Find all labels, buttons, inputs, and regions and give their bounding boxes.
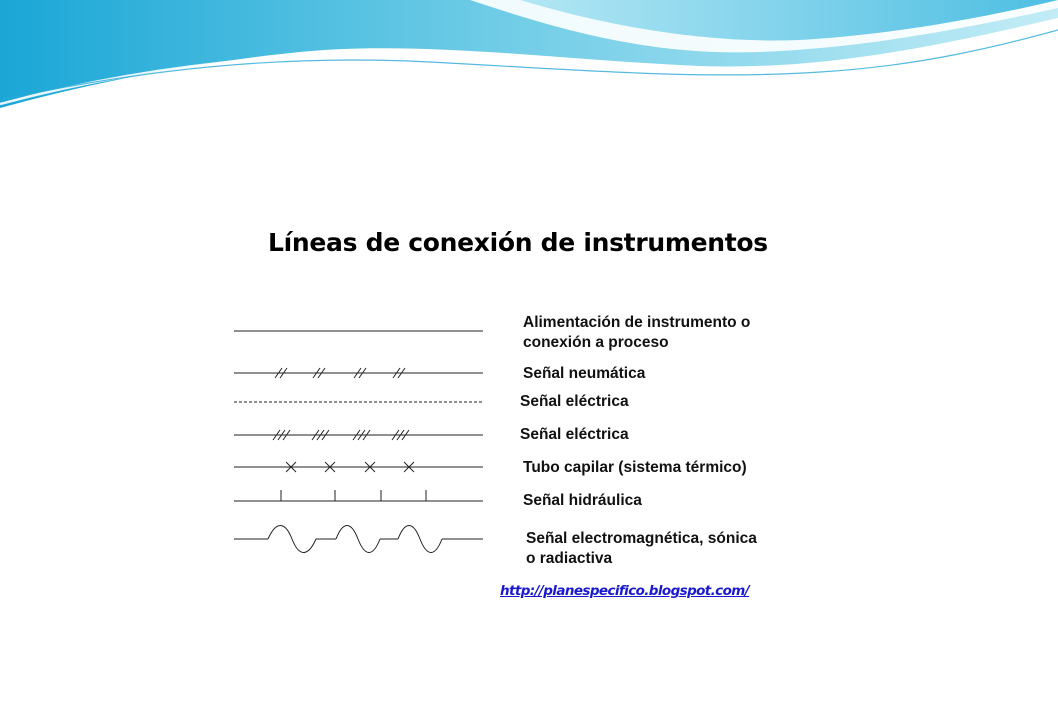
legend-label-pneumatic-signal [523,364,645,384]
sine-wave-line-symbol [234,526,483,553]
double-slash-line-symbol [234,368,483,378]
legend-label-line: o radiactiva [526,550,613,567]
l-mark-line-symbol [234,490,483,501]
legend-label-line: Alimentación de instrumento o [523,314,751,331]
slide-title: Líneas de conexión de instrumentos [268,228,768,257]
source-url-link[interactable]: http://planespecifico.blogspot.com/ [500,583,750,599]
legend-label-line: Señal neumática [523,365,646,382]
triple-slash-line-symbol [234,430,483,440]
legend-label-electric-signal-slash [520,425,629,445]
legend-label-hydraulic-signal [523,491,642,511]
legend-label-instrument-supply [523,313,750,353]
legend-label-line: conexión a proceso [523,334,669,351]
legend-label-electromagnetic-signal [526,529,757,569]
legend-label-line: Señal eléctrica [520,393,629,410]
legend-label-electric-signal-dashed [520,392,629,412]
legend-label-line: Señal eléctrica [520,426,629,443]
legend-label-line: Tubo capilar (sistema térmico) [523,459,747,476]
legend-label-line: Señal electromagnética, sónica [526,530,757,547]
cross-line-symbol [234,462,483,472]
legend-label-line: Señal hidráulica [523,492,642,509]
legend-label-capillary-tube [523,458,747,478]
